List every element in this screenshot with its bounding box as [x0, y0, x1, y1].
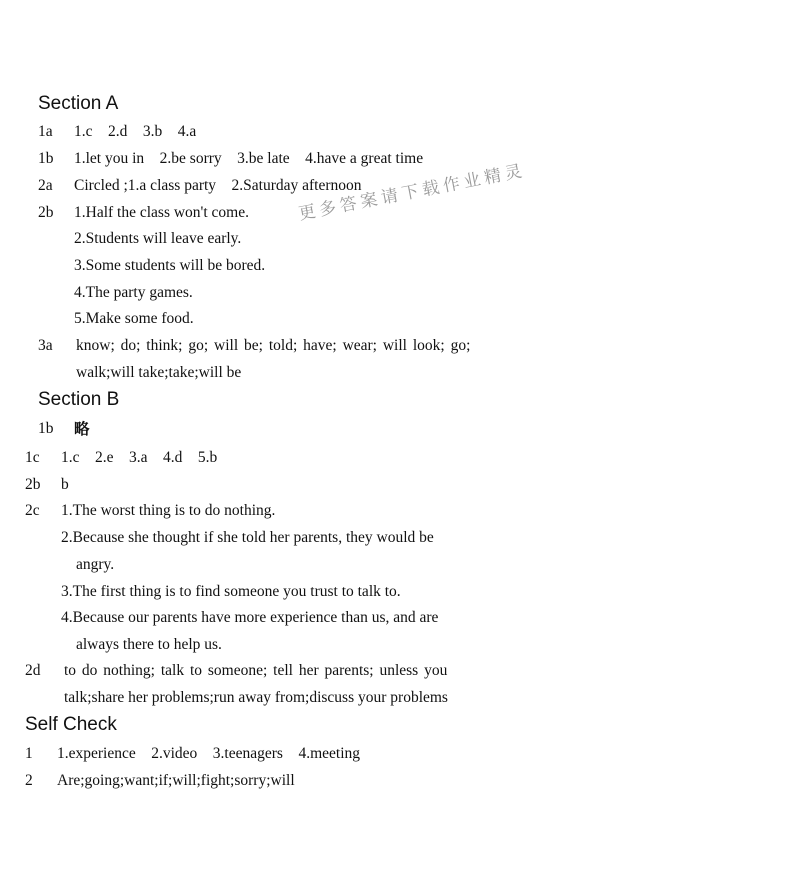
item-answer: angry.: [76, 556, 115, 573]
item-answer: 1.let you in 2.be sorry 3.be late 4.have a great time: [74, 150, 424, 167]
item-number: 2c: [25, 502, 40, 519]
item-answer: to do nothing; talk to someone; tell her parents; unless you: [64, 662, 448, 679]
item-answer: 1.experience 2.video 3.teenagers 4.meeting: [57, 745, 360, 762]
item-answer: 1.The worst thing is to do nothing.: [61, 502, 276, 519]
item-answer: always there to help us.: [76, 636, 222, 653]
item-answer: 2.Students will leave early.: [74, 230, 242, 247]
item-answer: 5.Make some food.: [74, 310, 194, 327]
item-answer: talk;share her problems;run away from;discuss your problems: [64, 689, 448, 706]
item-answer: 3.Some students will be bored.: [74, 257, 266, 274]
item-answer: 1.c 2.d 3.b 4.a: [74, 123, 197, 140]
item-answer: 3.The first thing is to find someone you trust to talk to.: [61, 583, 401, 600]
item-number: 2b: [25, 476, 41, 493]
section-b-heading: Section B: [38, 389, 120, 410]
item-number: 2d: [25, 662, 41, 679]
item-answer: 1.c 2.e 3.a 4.d 5.b: [61, 449, 218, 466]
item-answer: 略: [74, 420, 90, 438]
item-answer: 2.Because she thought if she told her parents, they would be: [61, 529, 434, 546]
item-number: 2: [25, 772, 33, 789]
watermark: 更多答案请下载作业精灵: [296, 160, 528, 225]
item-answer: b: [61, 476, 69, 493]
item-number: 1b: [38, 150, 54, 167]
item-number: 1: [25, 745, 33, 762]
item-answer: 4.The party games.: [74, 284, 193, 301]
item-answer: Are;going;want;if;will;fight;sorry;will: [57, 772, 295, 789]
item-answer: Circled ;1.a class party 2.Saturday afternoon: [74, 177, 362, 194]
item-number: 1c: [25, 449, 40, 466]
item-answer: walk;will take;take;will be: [76, 364, 242, 381]
item-number: 1b: [38, 420, 54, 437]
item-answer: know; do; think; go; will be; told; have; wear; will look; go;: [76, 337, 471, 354]
section-a-heading: Section A: [38, 93, 119, 114]
item-number: 3a: [38, 337, 53, 354]
item-answer: 4.Because our parents have more experience than us, and are: [61, 609, 439, 626]
item-answer: 1.Half the class won't come.: [74, 204, 249, 221]
item-number: 2b: [38, 204, 54, 221]
item-number: 1a: [38, 123, 53, 140]
item-number: 2a: [38, 177, 53, 194]
self-check-heading: Self Check: [25, 714, 117, 735]
